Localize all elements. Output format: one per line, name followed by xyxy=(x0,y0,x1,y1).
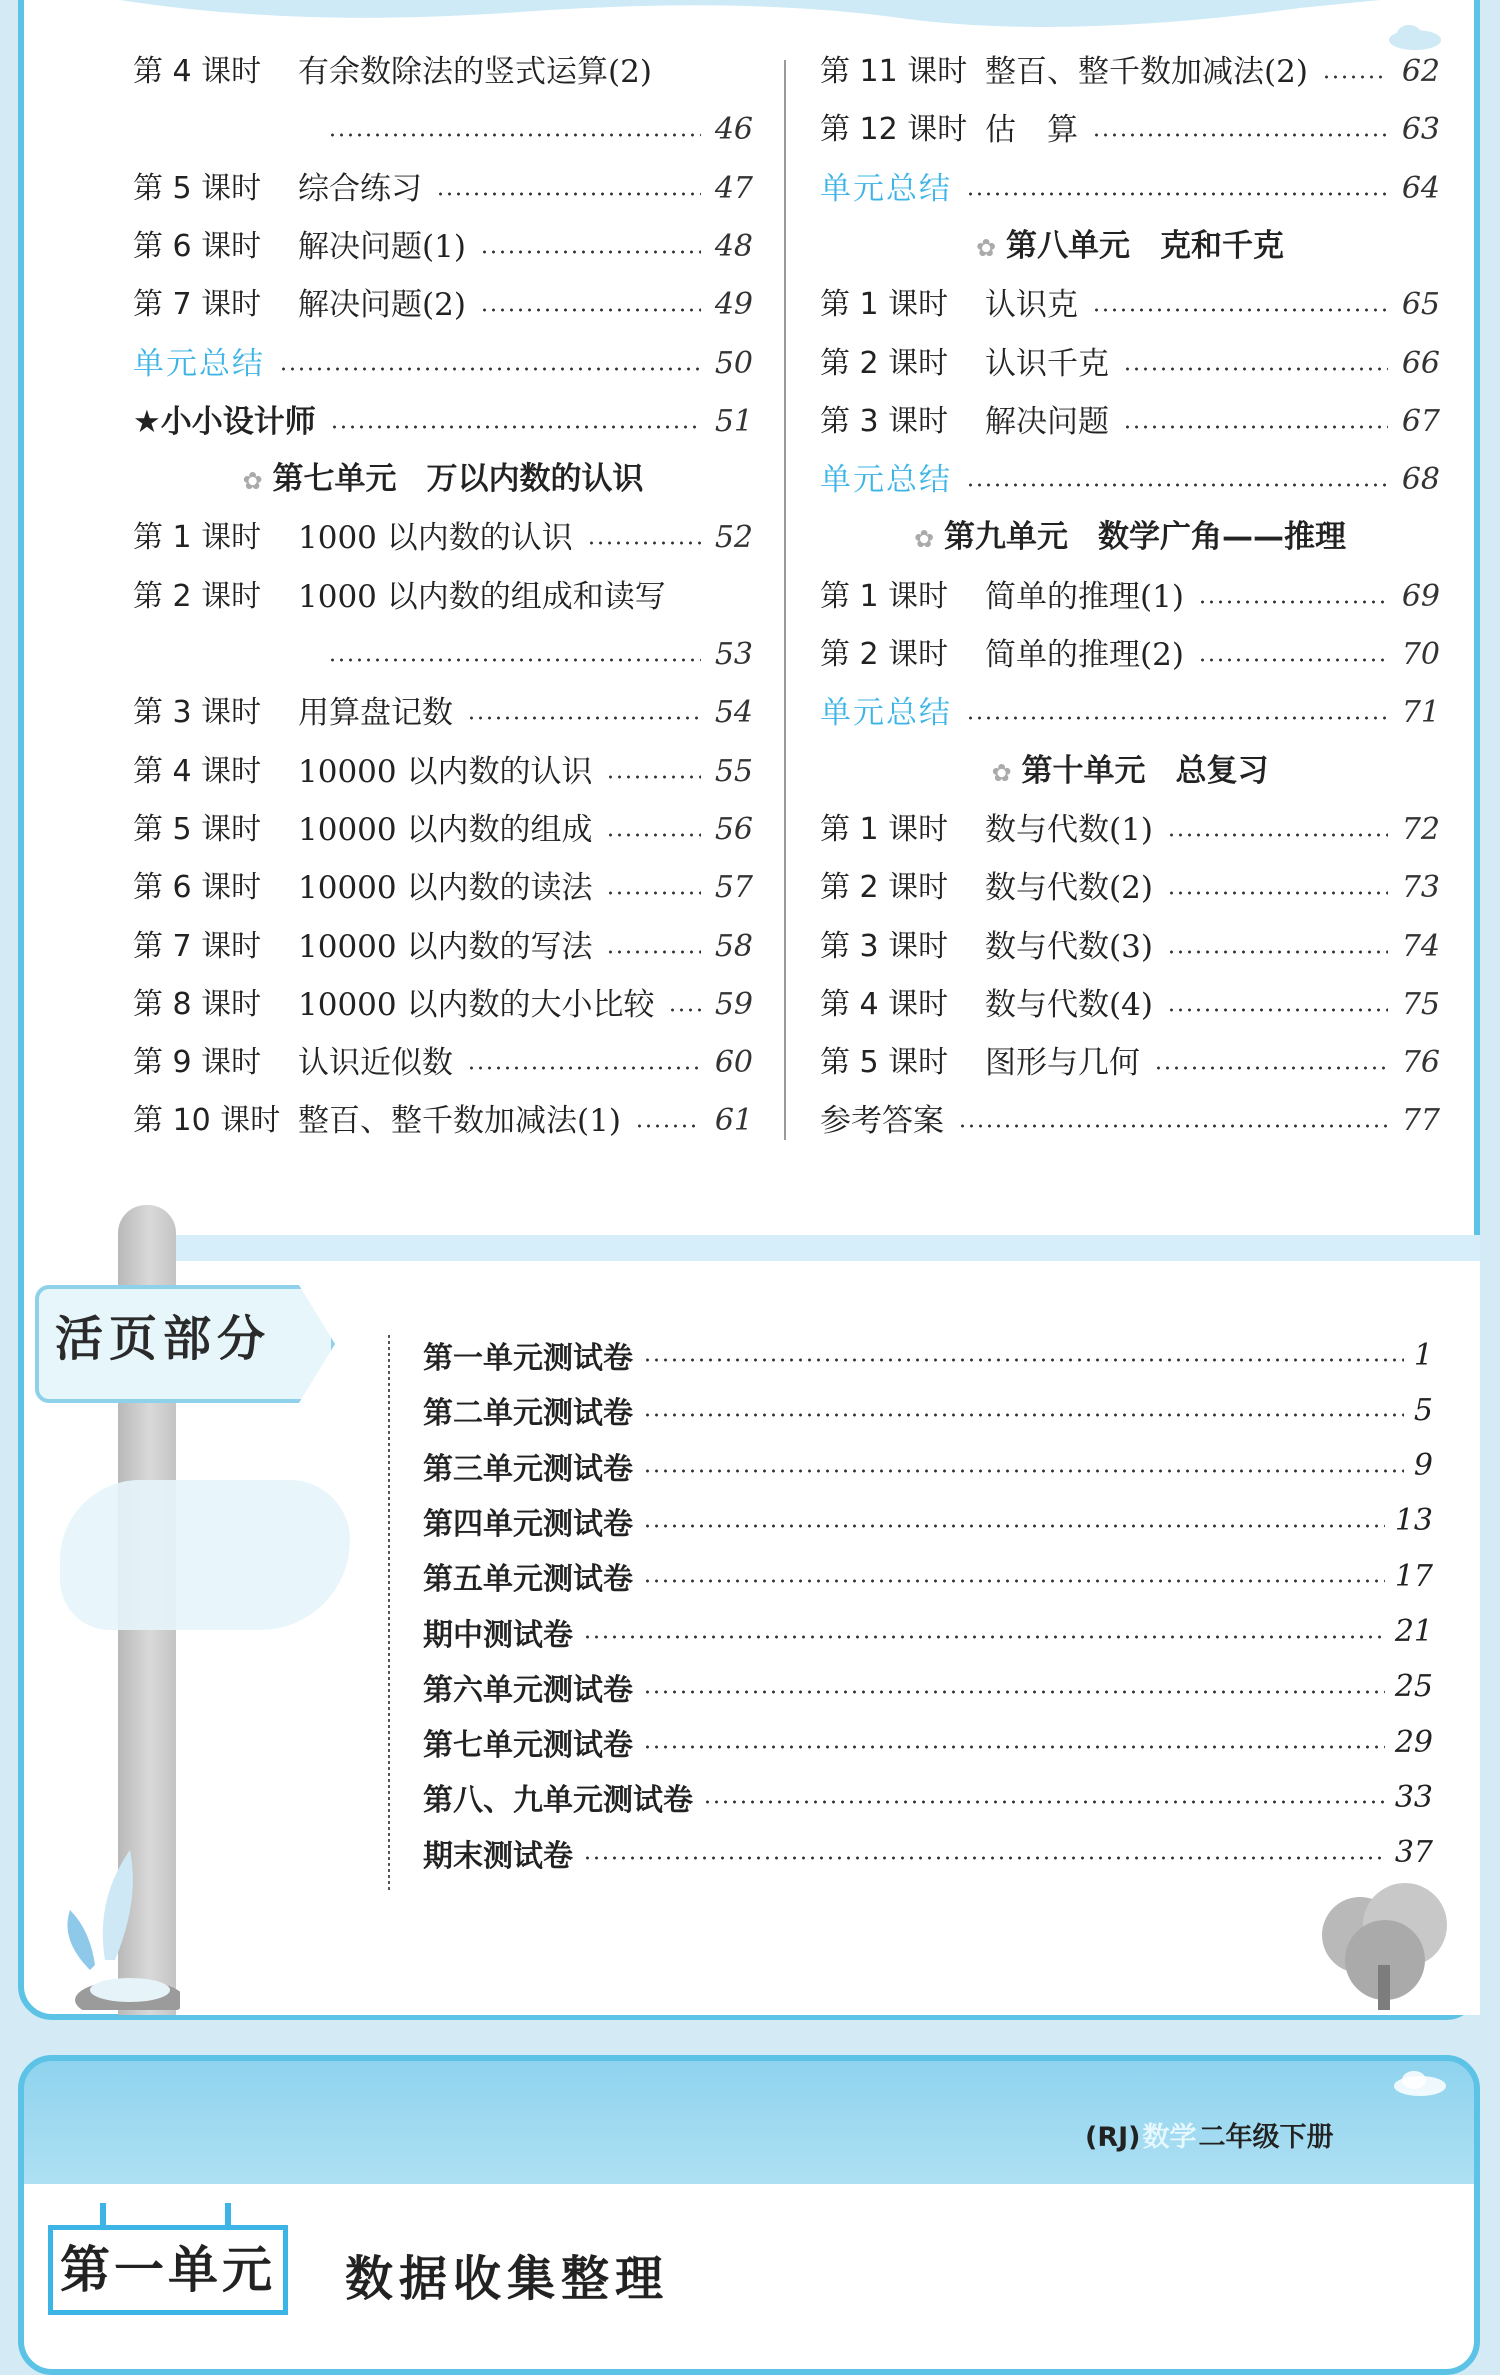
dot-leader xyxy=(1092,308,1388,312)
page-number: 74 xyxy=(1401,928,1440,964)
gear-icon: ✿ xyxy=(991,758,1012,787)
lesson-label: 第 3 课时 xyxy=(820,403,949,439)
page-number: 37 xyxy=(1394,1835,1433,1871)
entry-title: 数与代数(4) xyxy=(985,986,1153,1023)
test-title: 第一单元测试卷 xyxy=(423,1341,633,1376)
page-number: 46 xyxy=(714,112,753,148)
page-number: 57 xyxy=(714,870,753,906)
page-number: 76 xyxy=(1401,1045,1440,1081)
dot-leader xyxy=(467,1066,701,1070)
entry-title: 简单的推理(1) xyxy=(985,578,1184,615)
page-number: 21 xyxy=(1394,1614,1433,1649)
page-number: 66 xyxy=(1401,345,1440,381)
unit-number: 第八单元 xyxy=(1006,227,1131,264)
page-number: 59 xyxy=(714,986,753,1022)
page-number: 75 xyxy=(1401,986,1440,1022)
small-cloud-icon xyxy=(1390,2068,1450,2098)
entry-title: 认识克 xyxy=(985,287,1078,324)
page-number: 9 xyxy=(1413,1448,1433,1484)
toc-entry[interactable] xyxy=(820,50,1440,94)
entry-title: 解决问题 xyxy=(985,403,1109,440)
entry-title: 10000 以内数的组成 xyxy=(298,811,593,848)
toc-entry[interactable] xyxy=(133,400,753,444)
dot-leader xyxy=(643,1745,1385,1749)
dot-leader xyxy=(328,133,701,137)
dot-leader xyxy=(583,1856,1385,1860)
unit-summary-label: 单元总结 xyxy=(820,170,952,207)
page-number: 50 xyxy=(714,345,753,381)
test-title: 第四单元测试卷 xyxy=(423,1506,633,1542)
tree-icon xyxy=(1310,1880,1460,2010)
column-divider xyxy=(784,60,786,1140)
test-title: 第八、九单元测试卷 xyxy=(423,1783,693,1819)
page-number: 51 xyxy=(714,403,753,439)
dot-leader xyxy=(328,658,701,662)
entry-title: 1000 以内数的认识 xyxy=(298,520,573,557)
toc-entry[interactable] xyxy=(820,1099,1440,1143)
toc-entry[interactable] xyxy=(820,458,1440,502)
cloud-decoration xyxy=(0,0,1500,30)
toc-entry[interactable] xyxy=(820,866,1440,910)
page-number: 70 xyxy=(1401,637,1440,672)
entry-title: 简单的推理(2) xyxy=(985,637,1184,673)
toc-entry[interactable] xyxy=(133,866,753,910)
lesson-label: 第 12 课时 xyxy=(820,112,968,148)
toc-entry[interactable] xyxy=(820,1041,1440,1085)
dot-leader xyxy=(606,833,700,837)
test-list-divider xyxy=(388,1335,390,1890)
toc-entry[interactable] xyxy=(133,283,753,327)
unit-summary-label: 单元总结 xyxy=(820,462,952,499)
lesson-label: 第 1 课时 xyxy=(820,287,949,323)
entry-title: 参考答案 xyxy=(820,1103,944,1140)
page-number: 1 xyxy=(1413,1337,1433,1373)
lesson-label: 第 2 课时 xyxy=(820,637,949,672)
dot-leader xyxy=(279,367,701,371)
test-entry[interactable] xyxy=(423,1551,1433,1601)
dot-leader xyxy=(1167,833,1388,837)
toc-entry[interactable] xyxy=(820,983,1440,1027)
dot-leader xyxy=(643,1690,1385,1694)
page-number: 52 xyxy=(714,520,753,556)
page-number: 62 xyxy=(1401,54,1440,89)
page-number: 64 xyxy=(1401,170,1440,206)
toc-entry[interactable] xyxy=(133,691,753,735)
test-entry[interactable] xyxy=(423,1717,1433,1767)
loose-leaf-title: 活页部分 xyxy=(55,1311,272,1367)
entry-title: ★小小设计师 xyxy=(133,403,316,440)
dot-leader xyxy=(1198,600,1388,604)
book-label xyxy=(1085,2115,1334,2154)
toc-entry[interactable] xyxy=(820,575,1440,619)
dot-leader xyxy=(643,1413,1404,1417)
test-entry[interactable] xyxy=(423,1330,1433,1380)
entry-title: 有余数除法的竖式运算(2) xyxy=(298,54,652,90)
dot-leader xyxy=(966,716,1388,720)
toc-entry[interactable] xyxy=(133,1099,753,1143)
dot-leader xyxy=(966,483,1388,487)
page-number: 77 xyxy=(1401,1103,1440,1139)
lesson-label: 第 2 课时 xyxy=(820,870,949,906)
dot-leader xyxy=(643,1524,1385,1528)
toc-entry[interactable] xyxy=(820,400,1440,444)
lesson-label: 第 5 课时 xyxy=(820,1045,949,1081)
lesson-label: 第 11 课时 xyxy=(820,54,968,89)
page-number: 25 xyxy=(1394,1669,1433,1705)
lesson-label: 第 5 课时 xyxy=(133,811,262,847)
page-number: 72 xyxy=(1401,811,1440,847)
dot-leader xyxy=(606,950,700,954)
entry-title: 10000 以内数的写法 xyxy=(298,928,593,965)
unit-heading xyxy=(133,456,753,502)
dot-leader xyxy=(583,1635,1385,1639)
plant-icon xyxy=(50,1830,180,2010)
entry-title: 数与代数(3) xyxy=(985,928,1153,965)
toc-entry[interactable] xyxy=(820,633,1440,677)
page-number: 71 xyxy=(1401,695,1440,731)
entry-title: 整百、整千数加减法(2) xyxy=(985,54,1308,90)
test-title: 第五单元测试卷 xyxy=(423,1562,633,1598)
toc-entry[interactable] xyxy=(820,808,1440,852)
toc-entry[interactable] xyxy=(820,167,1440,211)
page-number: 33 xyxy=(1394,1779,1433,1815)
test-title: 第六单元测试卷 xyxy=(423,1672,633,1708)
dot-leader xyxy=(480,308,701,312)
gear-icon: ✿ xyxy=(242,467,263,496)
page-number: 54 xyxy=(714,695,753,731)
test-entry[interactable] xyxy=(423,1662,1433,1712)
dot-leader xyxy=(1198,658,1388,662)
entry-title: 估 算 xyxy=(985,112,1078,149)
dot-leader xyxy=(1167,1008,1388,1012)
dot-leader xyxy=(1123,425,1388,429)
toc-entry[interactable] xyxy=(133,516,753,560)
unit-name: 数学广角——推理 xyxy=(1098,519,1347,556)
dot-leader xyxy=(703,1800,1385,1804)
unit-heading xyxy=(820,748,1440,794)
toc-entry[interactable] xyxy=(133,1041,753,1085)
book-subject: 数学 xyxy=(1142,2122,1197,2153)
entry-title: 10000 以内数的大小比较 xyxy=(298,986,655,1023)
entry-title: 解决问题(2) xyxy=(298,287,466,324)
lesson-label: 第 4 课时 xyxy=(820,986,949,1022)
page-number: 55 xyxy=(714,753,753,789)
entry-title: 认识千克 xyxy=(985,345,1109,382)
dot-leader xyxy=(635,1124,701,1128)
dot-leader xyxy=(668,1008,700,1012)
page-number: 58 xyxy=(714,928,753,964)
dot-leader xyxy=(1167,891,1388,895)
test-entry[interactable] xyxy=(423,1828,1433,1878)
page-number: 53 xyxy=(714,637,753,672)
page-number: 17 xyxy=(1394,1558,1433,1594)
toc-entry[interactable] xyxy=(328,633,753,677)
toc-entry[interactable] xyxy=(133,575,753,619)
unit-title: 数据收集整理 xyxy=(345,2251,670,2307)
toc-entry[interactable] xyxy=(820,283,1440,327)
page-number: 65 xyxy=(1401,287,1440,323)
lesson-label: 第 5 课时 xyxy=(133,170,262,206)
toc-entry[interactable] xyxy=(133,808,753,852)
lesson-label: 第 8 课时 xyxy=(133,986,262,1022)
page-number: 63 xyxy=(1401,112,1440,148)
dot-leader xyxy=(643,1469,1404,1473)
dot-leader xyxy=(643,1358,1404,1362)
unit-number: 第十单元 xyxy=(1021,752,1146,789)
entry-title: 综合练习 xyxy=(298,170,422,207)
lesson-label: 第 1 课时 xyxy=(133,520,262,556)
dot-leader xyxy=(467,716,701,720)
lesson-label: 第 2 课时 xyxy=(133,578,262,614)
toc-entry[interactable] xyxy=(820,342,1440,386)
toc-entry[interactable] xyxy=(820,108,1440,152)
page-number: 61 xyxy=(714,1103,753,1139)
lesson-label: 第 1 课时 xyxy=(820,811,949,847)
lesson-label: 第 1 课时 xyxy=(820,578,949,614)
unit-number: 第九单元 xyxy=(944,519,1069,556)
entry-title: 图形与几何 xyxy=(985,1045,1140,1082)
toc-entry[interactable] xyxy=(820,925,1440,969)
page-number: 48 xyxy=(714,228,753,264)
dot-leader xyxy=(606,891,700,895)
page-number: 68 xyxy=(1401,462,1440,498)
unit-summary-label: 单元总结 xyxy=(133,345,265,382)
dot-leader xyxy=(643,1579,1385,1583)
dot-leader xyxy=(966,192,1388,196)
entry-title: 10000 以内数的读法 xyxy=(298,870,593,907)
unit-heading xyxy=(820,514,1440,560)
unit-header-card xyxy=(18,2055,1480,2375)
page-number: 60 xyxy=(714,1045,753,1081)
toc-entry[interactable] xyxy=(133,925,753,969)
gear-icon: ✿ xyxy=(913,525,935,554)
test-entry[interactable] xyxy=(423,1385,1433,1435)
test-title: 期中测试卷 xyxy=(423,1617,573,1653)
page-number: 67 xyxy=(1401,403,1440,439)
unit-heading xyxy=(820,223,1440,269)
test-title: 第二单元测试卷 xyxy=(423,1396,633,1432)
lesson-label: 第 6 课时 xyxy=(133,870,262,906)
page-number: 5 xyxy=(1413,1392,1433,1428)
lesson-label: 第 4 课时 xyxy=(133,753,262,789)
entry-title: 整百、整千数加减法(1) xyxy=(298,1103,621,1140)
lesson-label: 第 10 课时 xyxy=(133,1103,281,1139)
page-number: 13 xyxy=(1394,1503,1433,1539)
lesson-label: 第 4 课时 xyxy=(133,54,262,89)
test-entry[interactable] xyxy=(423,1441,1433,1491)
dot-leader xyxy=(606,775,700,779)
test-title: 第三单元测试卷 xyxy=(423,1451,633,1487)
lesson-label: 第 6 课时 xyxy=(133,228,262,264)
unit-name: 克和千克 xyxy=(1160,227,1285,264)
toc-entry[interactable] xyxy=(133,750,753,794)
toc-entry[interactable] xyxy=(133,225,753,269)
unit-name: 万以内数的认识 xyxy=(426,461,644,498)
page-number: 49 xyxy=(714,287,753,323)
toc-entry[interactable] xyxy=(133,50,753,94)
test-entry[interactable] xyxy=(423,1607,1433,1657)
dot-leader xyxy=(1092,133,1388,137)
test-entry[interactable] xyxy=(423,1496,1433,1546)
unit-badge: 第一单元 xyxy=(48,2225,288,2315)
dot-leader xyxy=(436,192,701,196)
entry-title: 解决问题(1) xyxy=(298,228,466,265)
toc-entry[interactable] xyxy=(133,167,753,211)
toc-entry[interactable] xyxy=(133,983,753,1027)
dot-leader xyxy=(1123,367,1388,371)
entry-title: 数与代数(2) xyxy=(985,870,1153,907)
toc-entry[interactable] xyxy=(820,691,1440,735)
page-number: 56 xyxy=(714,811,753,847)
dot-leader xyxy=(1167,950,1388,954)
page-number: 73 xyxy=(1401,870,1440,906)
cloud-decoration xyxy=(60,1480,350,1630)
unit-summary-label: 单元总结 xyxy=(820,695,952,732)
dot-leader xyxy=(480,250,701,254)
unit-number: 第七单元 xyxy=(272,461,397,498)
book-edition: (RJ) xyxy=(1085,2122,1141,2153)
lesson-label: 第 3 课时 xyxy=(820,928,949,964)
test-title: 期末测试卷 xyxy=(423,1838,573,1874)
dot-leader xyxy=(587,541,701,545)
page-number: 29 xyxy=(1394,1724,1433,1760)
entry-title: 用算盘记数 xyxy=(298,695,453,732)
small-cloud-icon xyxy=(1385,22,1445,52)
dot-leader xyxy=(1322,75,1388,79)
toc-entry[interactable] xyxy=(133,342,753,386)
entry-title: 数与代数(1) xyxy=(985,811,1153,848)
entry-title: 认识近似数 xyxy=(298,1045,453,1082)
lesson-label: 第 7 课时 xyxy=(133,928,262,964)
unit-name: 总复习 xyxy=(1175,752,1269,789)
dot-leader xyxy=(958,1124,1388,1128)
entry-title: 10000 以内数的认识 xyxy=(298,753,593,790)
test-title: 第七单元测试卷 xyxy=(423,1728,633,1764)
dot-leader xyxy=(330,425,701,429)
lesson-label: 第 7 课时 xyxy=(133,287,262,323)
lesson-label: 第 9 课时 xyxy=(133,1045,262,1081)
book-grade: 二年级下册 xyxy=(1198,2122,1334,2153)
lesson-label: 第 2 课时 xyxy=(820,345,949,381)
test-entry[interactable] xyxy=(423,1772,1433,1822)
toc-entry[interactable] xyxy=(328,108,753,152)
lesson-label: 第 3 课时 xyxy=(133,695,262,731)
gear-icon: ✿ xyxy=(975,233,997,262)
page-number: 69 xyxy=(1401,578,1440,614)
entry-title: 1000 以内数的组成和读写 xyxy=(298,578,666,615)
page-number: 47 xyxy=(714,170,753,206)
dot-leader xyxy=(1154,1066,1388,1070)
